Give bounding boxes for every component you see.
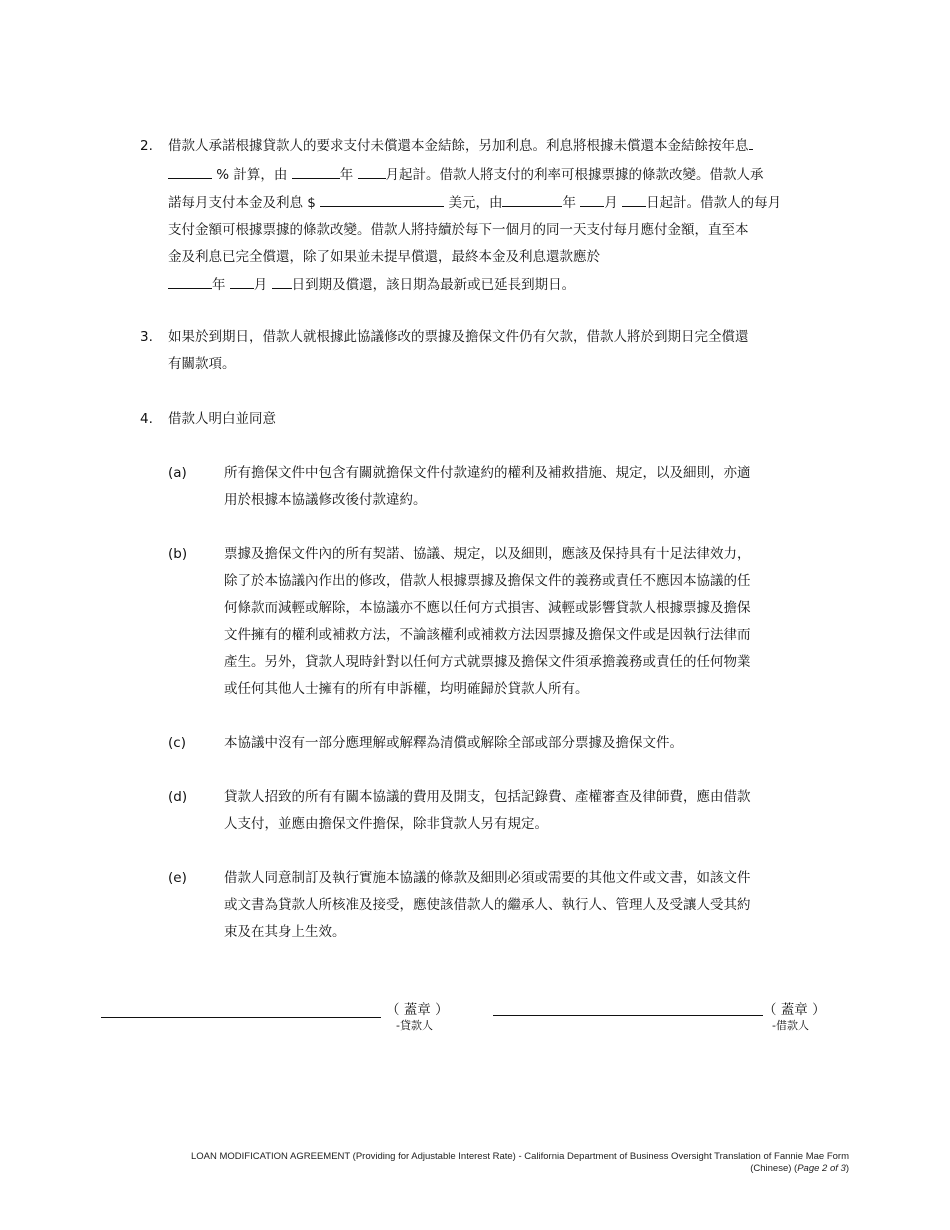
item-c-label: (c) xyxy=(168,735,186,751)
item-b-line: 文件擁有的權利或補救方法，不論該權利或補救方法因票據及擔保文件或是因執行法律而 xyxy=(224,627,751,643)
maturity-day-blank[interactable] xyxy=(272,274,292,289)
section-4-number: 4. xyxy=(140,411,153,427)
item-d-line: 貸款人招致的所有有關本協議的費用及開支，包括記錄費、產權審查及律師費，應由借款 xyxy=(224,789,751,805)
borrower-role-label: -借款人 xyxy=(772,1019,809,1032)
item-b-line: 產生。另外，貸款人現時針對以任何方式就票據及擔保文件須承擔義務或責任的任何物業 xyxy=(224,654,751,670)
item-c-line: 本協議中沒有一部分應理解或解釋為清償或解除全部或部分票據及擔保文件。 xyxy=(224,735,683,751)
section-2-number: 2. xyxy=(140,138,153,154)
section-3-line-1: 如果於到期日，借款人就根據此協議修改的票據及擔保文件仍有欠款，借款人將於到期日完全償還 xyxy=(168,329,749,345)
footer-line-2: (Chinese) (Page 2 of 3) xyxy=(750,1163,849,1174)
section-2-line-1 xyxy=(168,133,753,160)
item-e-line: 束及在其身上生效。 xyxy=(224,924,346,940)
maturity-year-blank[interactable] xyxy=(168,274,212,289)
item-d-label: (d) xyxy=(168,789,188,805)
section-2-line-5: 金及利息已完全償還，除了如果並未提早償還，最終本金及利息還款應於 xyxy=(168,249,600,265)
payment-month-blank[interactable] xyxy=(580,192,604,207)
item-e-label: (e) xyxy=(168,870,187,886)
footer-line-1: LOAN MODIFICATION AGREEMENT (Providing for Adjustable Interest Rate) - California Department of Business Oversight Translation of Fannie Mae Form xyxy=(190,1151,849,1162)
item-a-line: 用於根據本協議修改後付款違約。 xyxy=(224,492,427,508)
section-2-line-3: 諾每月支付本金及利息 $ 美元，由 年 月 日起計。借款人的每月 xyxy=(168,190,781,217)
section-4-heading: 借款人明白並同意 xyxy=(168,411,276,427)
footer xyxy=(191,1151,849,1175)
section-3-line-2: 有關款項。 xyxy=(168,356,236,372)
start-month-blank[interactable] xyxy=(358,164,386,179)
lender-seal-label: （ 蓋章 ） xyxy=(386,1002,449,1018)
maturity-month-blank[interactable] xyxy=(230,274,254,289)
lender-signature-line[interactable] xyxy=(101,1017,381,1018)
item-b-label: (b) xyxy=(168,546,188,562)
item-a-line: 所有擔保文件中包含有關就擔保文件付款違約的權利及補救措施、規定，以及細則，亦適 xyxy=(224,465,751,481)
item-a-label: (a) xyxy=(168,465,187,481)
item-d-line: 人支付，並應由擔保文件擔保，除非貸款人另有規定。 xyxy=(224,816,548,832)
start-year-blank[interactable] xyxy=(292,164,340,179)
payment-day-blank[interactable] xyxy=(622,192,646,207)
lender-role-label: -貸款人 xyxy=(396,1019,433,1032)
borrower-signature-line[interactable] xyxy=(493,1015,763,1016)
item-b-line: 何條款而減輕或解除，本協議亦不應以任何方式損害、減輕或影響貸款人根據票據及擔保 xyxy=(224,600,751,616)
payment-amount-blank[interactable] xyxy=(320,192,444,207)
section-2-line-2: % 計算，由 年 月起計。借款人將支付的利率可根據票據的條款改變。借款人承 xyxy=(168,162,764,189)
payment-year-blank[interactable] xyxy=(502,192,562,207)
item-e-line: 借款人同意制訂及執行實施本協議的條款及細則必須或需要的其他文件或文書，如該文件 xyxy=(224,870,751,886)
item-e-line: 或文書為貸款人所核准及接受，應使該借款人的繼承人、執行人、管理人及受讓人受其約 xyxy=(224,897,751,913)
item-b-line: 票據及擔保文件內的所有契諾、協議、規定，以及細則，應該及保持具有十足法律效力， xyxy=(224,546,751,562)
section-2-line-4: 支付金額可根據票據的條款改變。借款人將持續於每下一個月的同一天支付每月應付金額，直至本 xyxy=(168,222,749,238)
item-b-line: 除了於本協議內作出的修改，借款人根據票據及擔保文件的義務或責任不應因本協議的任 xyxy=(224,573,751,589)
interest-rate-blank[interactable] xyxy=(168,164,212,179)
item-b-line: 或任何其他人士擁有的所有申訴權，均明確歸於貸款人所有。 xyxy=(224,681,589,697)
section-3-number: 3. xyxy=(140,329,153,345)
section-2-text: 借款人承諾根據貸款人的要求支付未償還本金結餘，另加利息。利息將根據未償還本金結餘按年息 xyxy=(168,138,749,154)
section-2-line-6: 年 月 日到期及償還，該日期為最新或已延長到期日。 xyxy=(168,272,575,299)
rate-trailing-blank[interactable] xyxy=(749,135,753,150)
borrower-seal-label: （ 蓋章 ） xyxy=(763,1002,826,1018)
page-number: Page 2 of 3 xyxy=(797,1163,846,1174)
